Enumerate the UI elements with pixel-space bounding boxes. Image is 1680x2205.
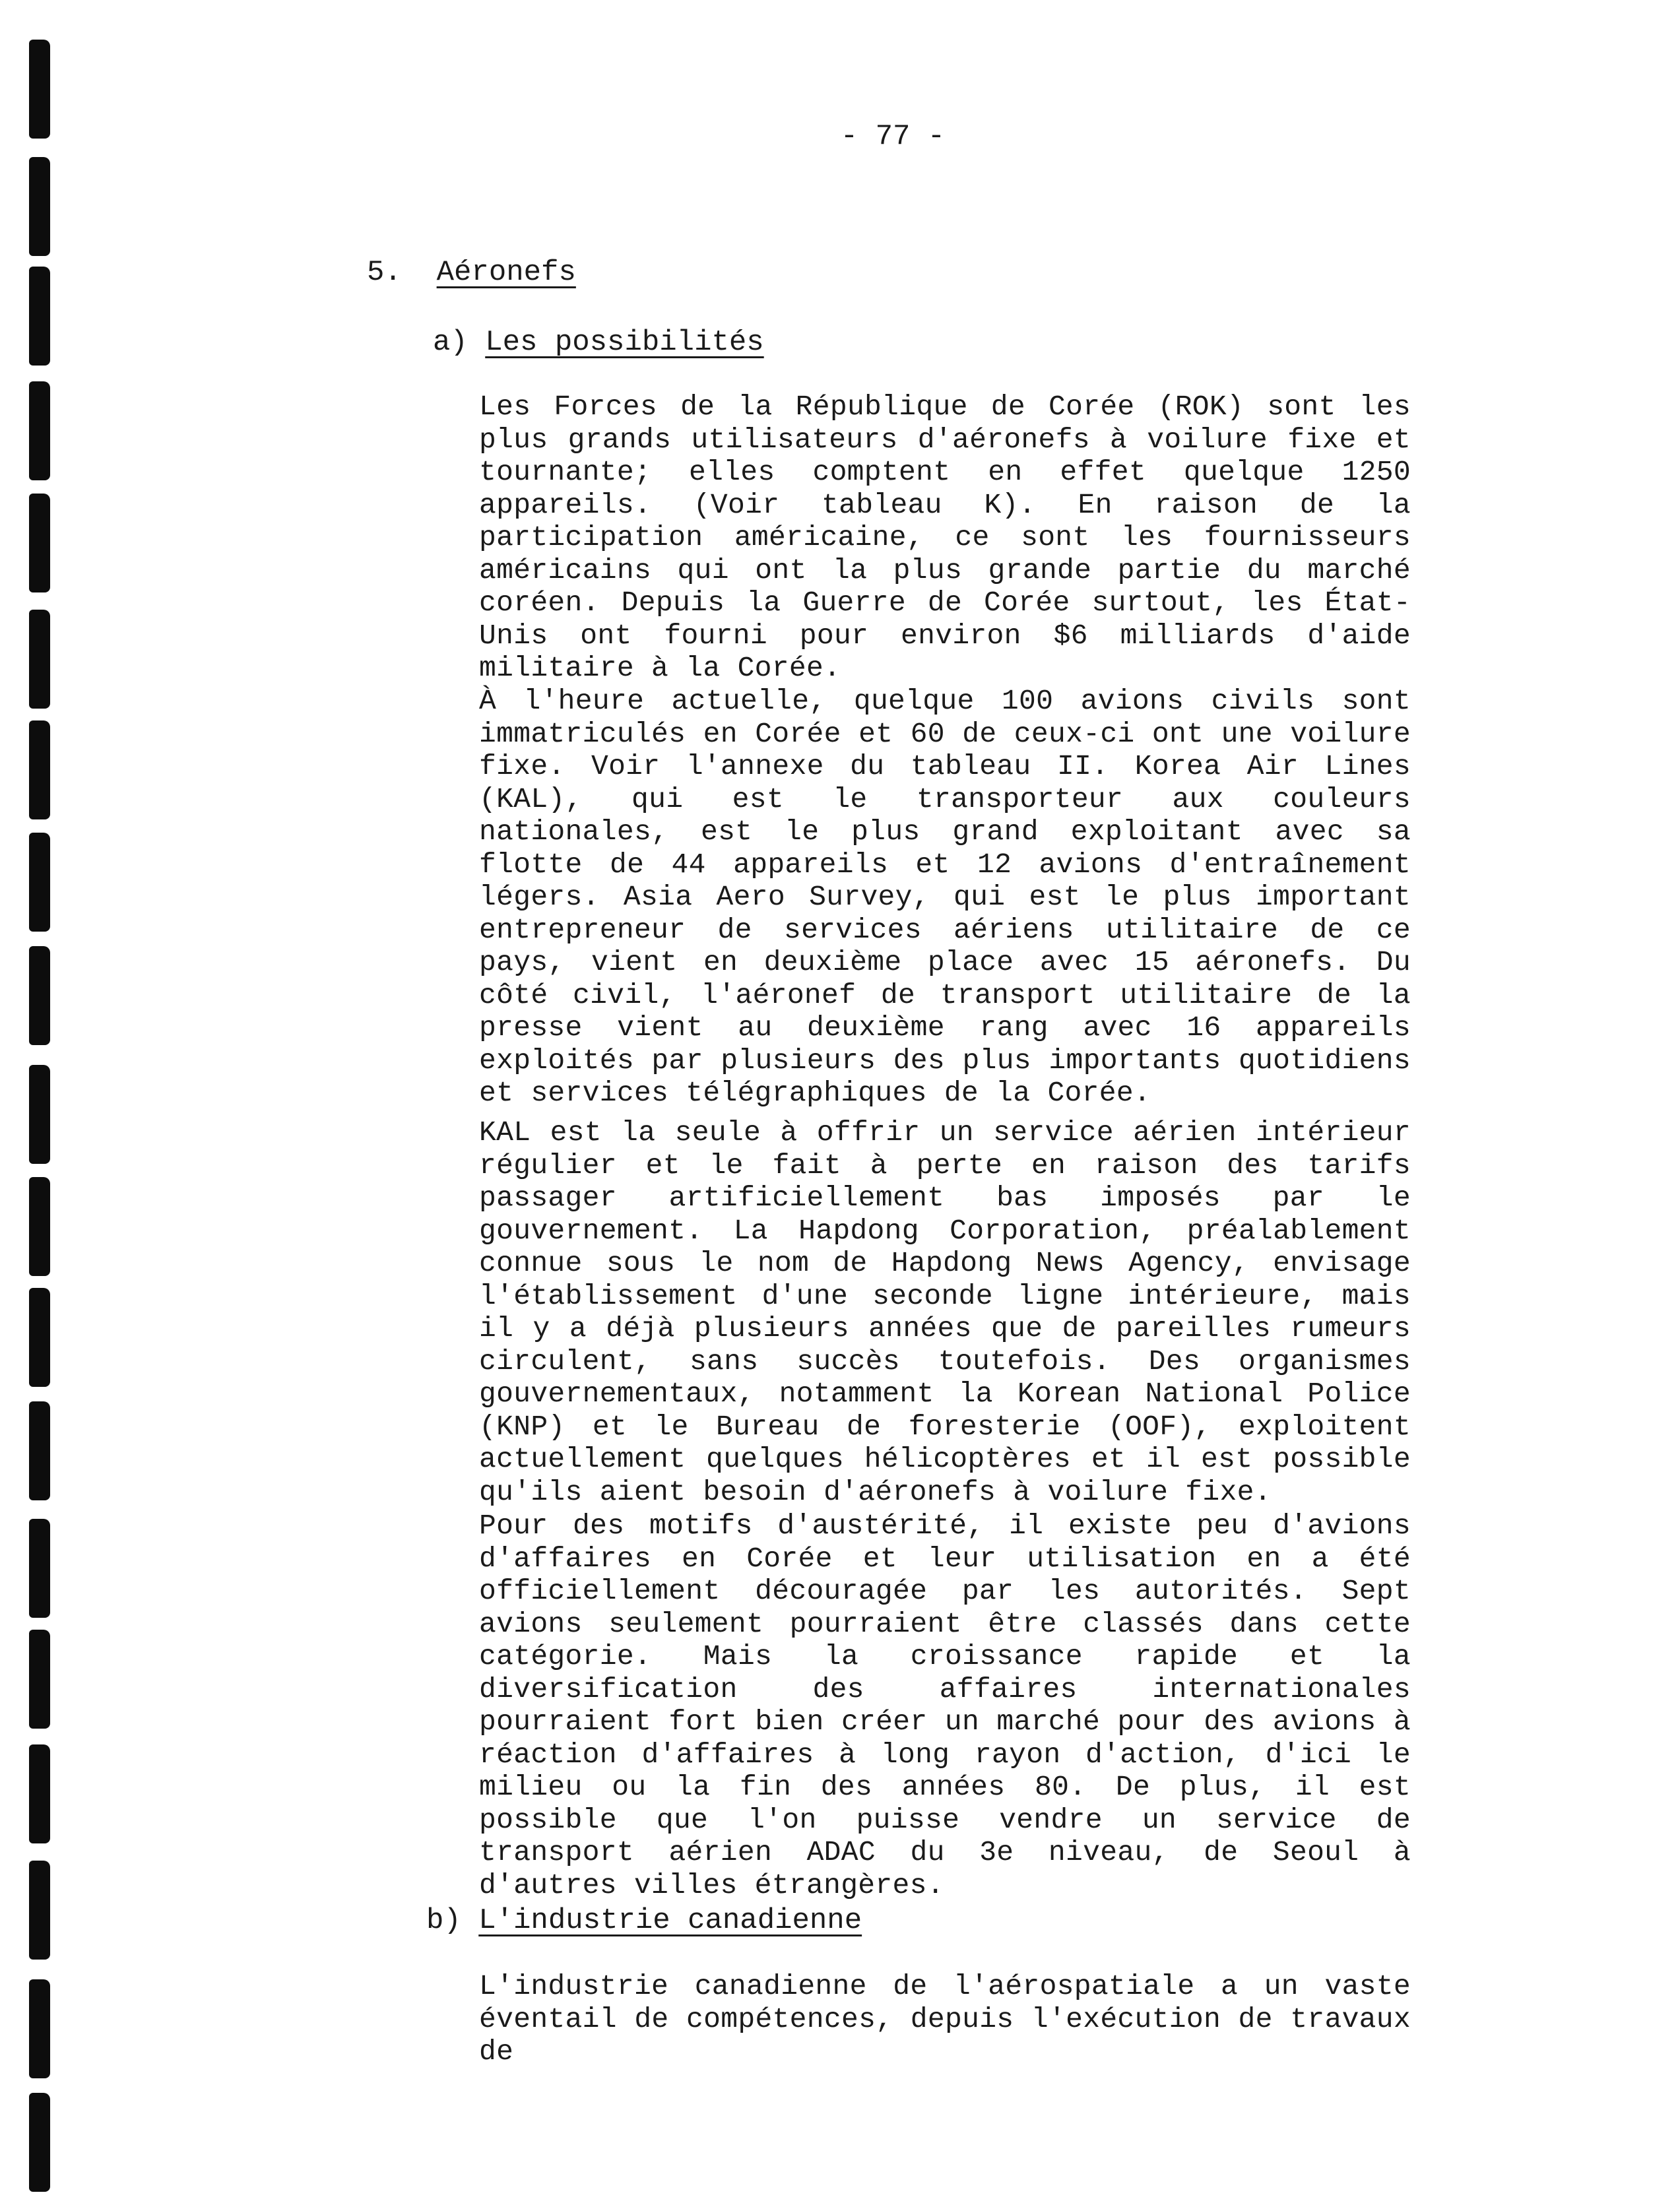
binder-hole [29, 610, 50, 709]
section-number: 5. [367, 256, 402, 289]
binder-hole [29, 1979, 50, 2078]
subsection-title: Les possibilités [485, 326, 764, 359]
subsection-label: a) [433, 326, 468, 359]
binder-hole [29, 1401, 50, 1500]
paragraph: L'industrie canadienne de l'aérospatiale a un vaste éventail de compétences, depuis l'exécution de travaux de [479, 1970, 1411, 2068]
paragraph: Pour des motifs d'austérité, il existe peu d'avions d'affaires en Corée et leur utilisation en a été officiellement découragée par les autorités. Sept avions seulement pourraient être classés dans cette catégorie. Mais la croissance rapide et la diversification des affaires internationales pourraient fort bien créer un marché pour des avions à réaction d'affaires à long rayon d'action, d'ici le milieu ou la fin des années 80. De plus, il est possible que l'on puisse vendre un service de transport aérien ADAC du 3e niveau, de Seoul à d'autres villes étrangères. [479, 1510, 1411, 1901]
binder-hole [29, 1861, 50, 1960]
paragraph: KAL est la seule à offrir un service aérien intérieur régulier et le fait à perte en raison des tarifs passager artificiellement bas imposés par le gouvernement. La Hapdong Corporation, préalablement connue sous le nom de Hapdong News Agency, envisage l'établissement d'une seconde ligne intérieure, mais il y a déjà plusieurs années que de pareilles rumeurs circulent, sans succès toutefois. Des organismes gouvernementaux, notamment la Korean National Police (KNP) et le Bureau de foresterie (OOF), exploitent actuellement quelques hélicoptères et il est possible qu'ils aient besoin d'aéronefs à voilure fixe. [479, 1116, 1411, 1508]
binder-hole [29, 2093, 50, 2192]
binder-hole [29, 1519, 50, 1618]
binder-hole [29, 946, 50, 1045]
binder-hole [29, 267, 50, 366]
subsection-title: L'industrie canadienne [478, 1904, 862, 1937]
section-heading [367, 256, 576, 289]
subsection-a-heading [433, 326, 764, 359]
paragraph: À l'heure actuelle, quelque 100 avions civils sont immatriculés en Corée et 60 de ceux-ci ont une voilure fixe. Voir l'annexe du tableau II. Korea Air Lines (KAL), qui est le transporteur aux couleurs nationales, est le plus grand exploitant avec sa flotte de 44 appareils et 12 avions d'entraînement légers. Asia Aero Survey, qui est le plus important entrepreneur de services aériens utilitaire de ce pays, vient en deuxième place avec 15 aéronefs. Du côté civil, l'aéronef de transport utilitaire de la presse vient au deuxième rang avec 16 appareils exploités par plusieurs des plus importants quotidiens et services télégraphiques de la Corée. [479, 685, 1411, 1109]
subsection-b-heading [426, 1904, 862, 1937]
binder-hole [29, 1177, 50, 1276]
binder-hole [29, 833, 50, 932]
binder-hole [29, 1288, 50, 1387]
binder-hole [29, 494, 50, 592]
binder-hole [29, 720, 50, 819]
section-title: Aéronefs [436, 256, 576, 289]
paragraph: Les Forces de la République de Corée (ROK) sont les plus grands utilisateurs d'aéronefs à voilure fixe et tournante; elles comptent en effet quelque 1250 appareils. (Voir tableau K). En raison de la participation américaine, ce sont les fournisseurs américains qui ont la plus grande partie du marché coréen. Depuis la Guerre de Corée surtout, les État-Unis ont fourni pour environ $6 milliards d'aide militaire à la Corée. [479, 391, 1411, 684]
page-number: - 77 - [840, 120, 946, 153]
subsection-label: b) [426, 1904, 461, 1937]
binder-hole [29, 157, 50, 256]
binder-hole [29, 381, 50, 480]
binder-hole [29, 1744, 50, 1843]
binder-hole-marks [0, 0, 66, 2205]
binder-hole [29, 1065, 50, 1164]
binder-hole [29, 1630, 50, 1729]
